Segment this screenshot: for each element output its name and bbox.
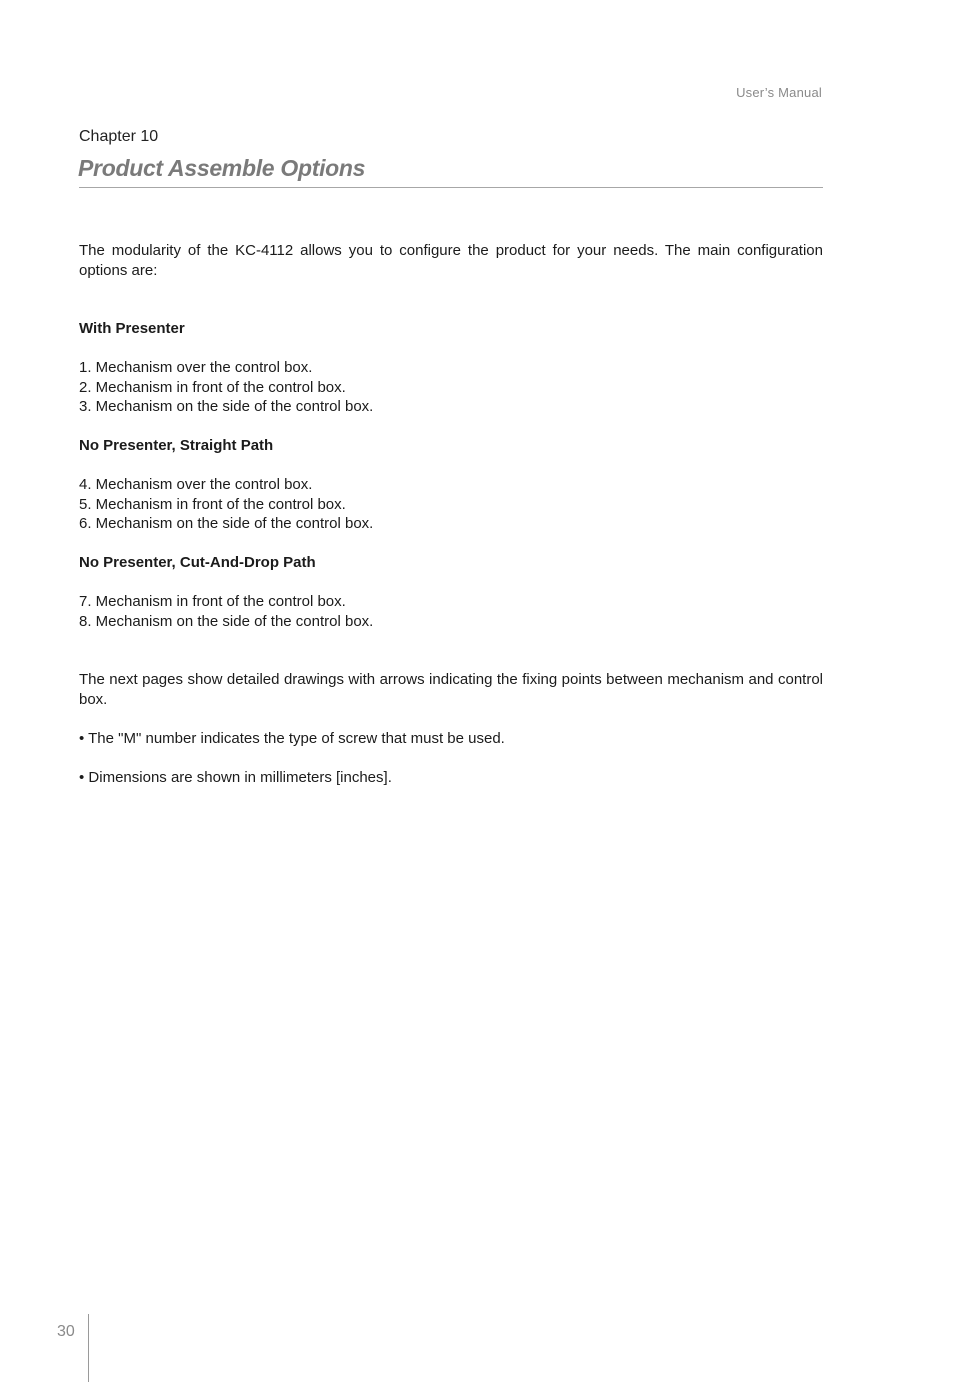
list-item: 7. Mechanism in front of the control box.	[79, 593, 346, 610]
chapter-title: Product Assemble Options	[78, 155, 366, 181]
page-number: 30	[57, 1323, 75, 1340]
list-item: 4. Mechanism over the control box.	[79, 476, 313, 493]
section-heading-cut-and-drop-path: No Presenter, Cut-And-Drop Path	[79, 554, 316, 571]
list-item: 5. Mechanism in front of the control box.	[79, 495, 346, 513]
list-item: 3. Mechanism on the side of the control box.	[79, 398, 374, 415]
notes-paragraph: The next pages show detailed drawings with arrows indicating the fixing points between mechanism and control box.	[79, 671, 823, 708]
spacer	[79, 709, 823, 729]
list-item: 8. Mechanism on the side of the control box.	[79, 612, 374, 630]
spacer	[79, 456, 823, 476]
list-item: 6. Mechanism on the side of the control box.	[79, 515, 374, 532]
bullet-item: • Dimensions are shown in millimeters [inches].	[79, 768, 392, 786]
section-heading-straight-path: No Presenter, Straight Path	[79, 437, 274, 454]
intro-paragraph: The modularity of the KC-4112 allows you to configure the product for your needs. The main configuration options are:	[79, 242, 823, 279]
list-item: 1. Mechanism over the control box.	[79, 359, 313, 376]
chapter-label: Chapter 10	[79, 128, 159, 145]
spacer	[79, 534, 823, 554]
spacer	[79, 631, 823, 670]
page-body	[79, 241, 823, 787]
page-number-divider	[88, 1314, 89, 1382]
spacer	[79, 339, 823, 359]
running-header: User’s Manual	[736, 85, 822, 100]
section-heading-with-presenter: With Presenter	[79, 320, 185, 337]
spacer	[79, 573, 823, 593]
bullet-item: • The "M" number indicates the type of screw that must be used.	[79, 729, 505, 747]
list-item: 2. Mechanism in front of the control box.	[79, 378, 346, 396]
spacer	[79, 417, 823, 437]
spacer	[79, 748, 823, 768]
spacer	[79, 280, 823, 319]
title-divider	[79, 187, 823, 188]
